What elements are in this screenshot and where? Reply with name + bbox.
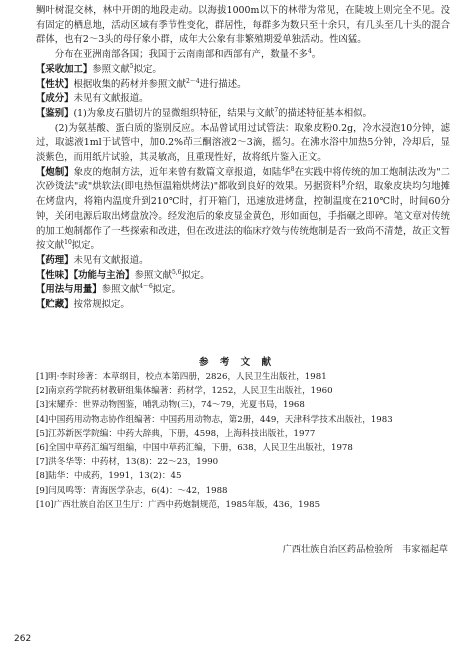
reference-item: [4]中国药用动物志协作组编著：中国药用动物志，第2册，449，天津科学技术出版社，1983 (36, 414, 393, 425)
section-character: 【性状】根据收集的药材并参照文献$^{2\sim 4}$进行描述。 (36, 77, 247, 90)
reference-item: [2]南京药学院药材教研组集体编著：药材学，1252，人民卫生出版社，1960 (36, 386, 333, 397)
reference-item: [3]宋耀乔：世界动物图鉴，哺乳动物(三)，74～79，光夏书局，1968 (36, 400, 305, 411)
reference-item: [9]闫凤鸣等：青海医学杂志，6(4)：～42，1988 (36, 485, 228, 496)
intro-paragraph: 鲷叶树混交林，林中开朗的地段走动。以海拔1000m以下的林带为常见，在陡坡上则完全不见。没有固定的栖息地，活动区域有季节性变化，群居性，每群多为数只至十余只，有几头至几十头的混合群体，也有2～3头的母仔象小群，成年大公象有非繁殖期爱单独活动。性凶猛。 (36, 5, 450, 46)
section-pharmacology: 【药理】未见有文献报道。 (36, 254, 149, 266)
section-storage: 【贮藏】按常规拟定。 (36, 299, 130, 311)
reference-item: [10]广西壮族自治区卫生厅：广西中药炮制规范，1985年版，436，1985 (36, 499, 321, 510)
references-list (36, 370, 450, 512)
main-text (36, 4, 450, 313)
reference-item: [6]全国中草药汇编写组编，中国中草药汇编，下册，638，人民卫生出版社，1978 (36, 443, 353, 454)
section-nature-function: 【性味】【功能与主治】参照文献$^{5,6}$拟定。 (36, 268, 210, 281)
section-composition: 【成分】未见有文献报道。 (36, 93, 149, 105)
distribution-paragraph: 分布在亚洲南部各国；我国于云南南部和西部有产，数量不多$^4$。 (54, 47, 322, 61)
references-title: 参 考 文 献 (199, 357, 275, 368)
section-identification: 【鉴别】(1)为象皮石腊切片的显微组织特征，结果与文献$^7$的描述特征基本相似。 (36, 106, 372, 119)
identification-paragraph-2: (2)为氨基酸、蛋白质的鉴别反应。本品曾试用过试管法：取象皮粉0.2g，冷水浸泡10分钟，滤过，取滤液1ml于试管中，加0.2%茚三酮溶液2～3滴，摇匀。在沸水浴中加热5分钟，冷却后，显淡紫色，而用纸片试验，其灵敏高，且重现性好，故将纸片鉴入正文。 (36, 122, 450, 164)
page-number: 262 (14, 634, 32, 644)
author-signature: 广西壮族自治区药品检验所 韦家福起草 (282, 544, 448, 555)
reference-item: [5]江苏新医学院编：中药大辞典，下册，4598，上海科技出版社，1977 (36, 428, 316, 439)
section-collection: 【采收加工】参照文献$^5$拟定。 (36, 62, 162, 75)
reference-item: [1]明·李时珍著：本草纲目，校点本第四册，2826，人民卫生出版社，1981 (36, 372, 327, 382)
section-usage-dosage: 【用法与用量】参照文献$^{4\sim 6}$拟定。 (36, 283, 181, 296)
section-processing: 【炮制】象皮的炮制方法，近年来曾有数篇文章报道，如陆华$^8$在实践中将传统的加工炮制法改为"二次砂烫法"或"烘软法(即电热恒温箱烘烤法)"都收到良好的效果。另据资料$^9$介绍，取象皮块均匀地摊在烤盘内，将箱内温度升到210℃时，打开箱门，迅速放进烤盘，控制温度在210℃时，时间60分钟，关闭电源后取出烤盘放冷。经发泡后的象皮显金黄色，形如面包，手指碾之即碎。笔文章对传统的加工炮制都作了一些探索和改进，但在改进法的临床疗效与传统炮制是否一致尚不清楚，故正文暂按文献$^{10}$拟定。 (36, 165, 450, 252)
reference-item: [7]洪冬华等：中药材，13(8)：22～23，1990 (36, 457, 219, 468)
reference-item: [8]陆华：中成药，1991，13(2)：45 (36, 471, 182, 482)
